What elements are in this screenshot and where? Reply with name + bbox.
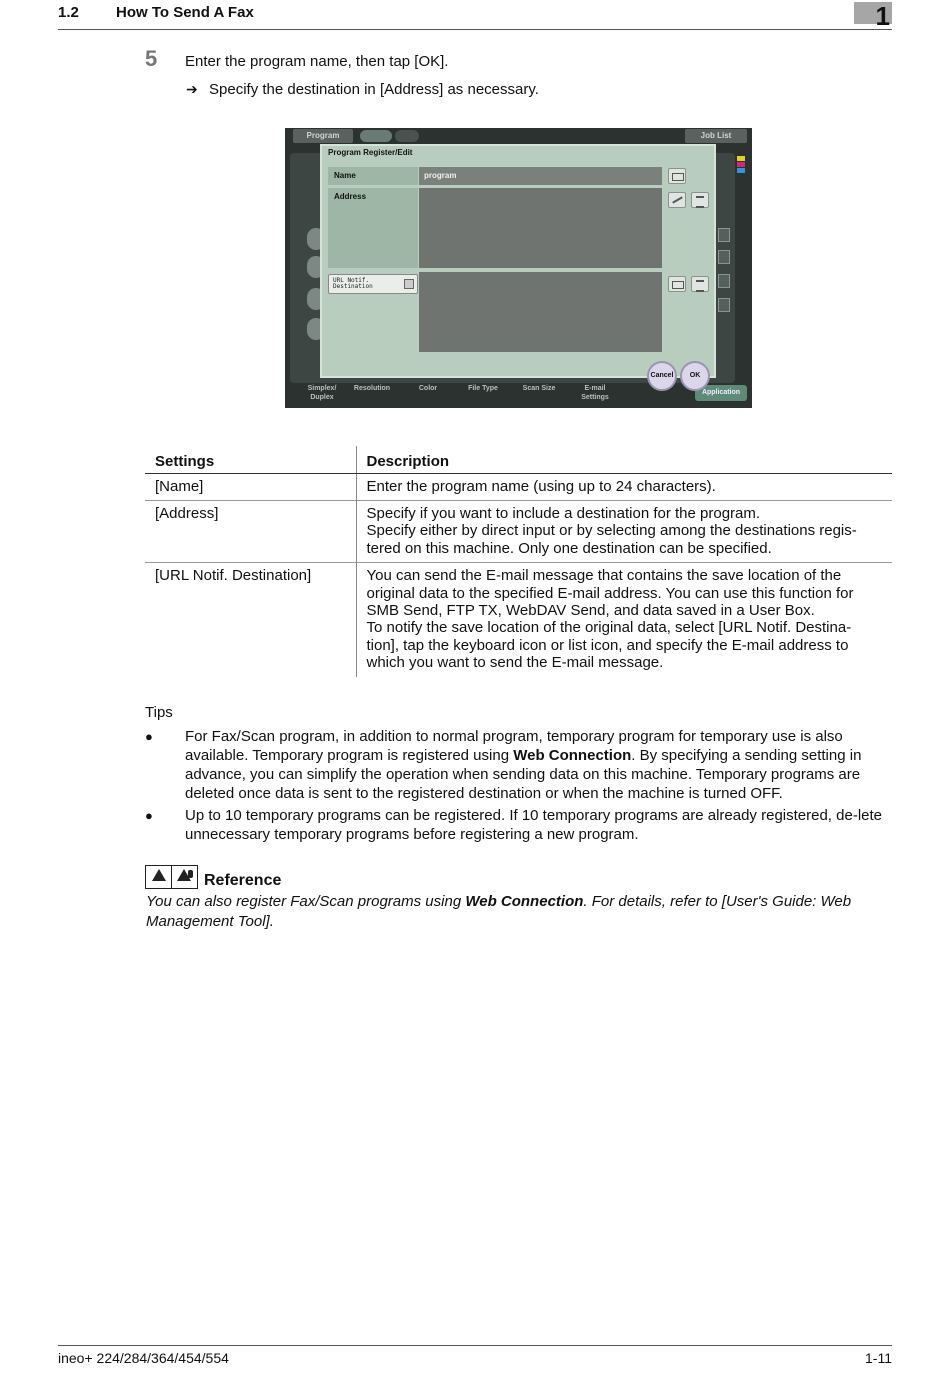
description-line: To notify the save location of the original data, select [URL Notif. Destina- — [366, 619, 852, 637]
column-header-description: Description — [356, 446, 892, 473]
name-label: Name — [328, 167, 418, 185]
tip-item: Up to 10 temporary programs can be registered. If 10 temporary programs are already registered, de-lete unnecessary temporary programs before registering a new program. — [185, 807, 883, 843]
reference-icon-right — [172, 866, 198, 888]
setting-url-notif: [URL Notif. Destination] — [145, 563, 356, 677]
tip-text: For Fax/Scan program, in addition to normal program, temporary program for temporary use is also available. Temporary program is registered using — [185, 728, 843, 764]
reference-heading: Reference — [204, 872, 282, 889]
url-destination-field[interactable] — [419, 272, 662, 352]
reference-text — [146, 892, 892, 931]
description-line: Specify either by direct input or by selecting among the destinations regis- — [366, 522, 857, 540]
tip-bold: Web Connection — [513, 747, 632, 764]
scan-mode-icon[interactable] — [395, 130, 419, 142]
section-title: How To Send A Fax — [116, 4, 254, 21]
setting-description — [356, 563, 892, 677]
back-square-button — [718, 298, 730, 312]
fax-mode-icon[interactable] — [360, 130, 392, 142]
setting-address: [Address] — [145, 500, 356, 562]
description-line: Specify if you want to include a destination for the program. — [366, 504, 761, 522]
description-line: original data to the specified E-mail address. You can use this function for — [366, 584, 854, 602]
cancel-button[interactable]: Cancel — [647, 361, 677, 391]
description-line: tion], tap the keyboard icon or list icon, and specify the E-mail address to — [366, 636, 849, 654]
step-sub-instruction: Specify the destination in [Address] as necessary. — [209, 81, 539, 98]
reference-text-part: . For details, refer to [User's Guide: Web Management Tool]. — [146, 893, 852, 930]
tab-job-list[interactable]: Job List — [685, 129, 747, 143]
toner-indicator — [737, 156, 745, 178]
back-square-button — [718, 250, 730, 264]
footer-page-number: 1-11 — [865, 1350, 892, 1366]
reference-icon-left — [146, 866, 172, 888]
address-label: Address — [328, 188, 418, 268]
arrow-icon: ➔ — [186, 81, 198, 97]
url-button-line1: URL Notif. — [333, 277, 370, 284]
back-square-button — [718, 228, 730, 242]
email-settings-label[interactable]: E-mail Settings — [581, 385, 609, 401]
setting-description — [356, 500, 892, 562]
resolution-label[interactable]: Resolution — [353, 385, 391, 392]
setting-description — [356, 473, 892, 500]
description-line: which you want to send the E-mail message. — [366, 654, 664, 672]
bullet-icon: ● — [145, 808, 153, 823]
dialog-title: Program Register/Edit — [328, 148, 413, 157]
column-header-settings: Settings — [145, 446, 356, 473]
file-type-label[interactable]: File Type — [468, 385, 498, 392]
keyboard-icon[interactable] — [668, 168, 686, 184]
reference-bold: Web Connection — [465, 893, 584, 910]
device-panel-screenshot — [285, 128, 752, 408]
application-button[interactable]: Application — [695, 385, 747, 401]
address-field[interactable] — [419, 188, 662, 268]
url-button-line2: Destination — [333, 283, 373, 290]
tips-heading: Tips — [145, 704, 173, 721]
name-field[interactable]: program — [419, 167, 662, 185]
page-footer — [58, 1345, 892, 1366]
list-icon[interactable] — [691, 192, 709, 208]
page-header — [58, 0, 892, 30]
scan-size-label[interactable]: Scan Size — [522, 385, 556, 392]
program-register-dialog — [320, 144, 716, 378]
setting-name: [Name] — [145, 473, 356, 500]
reference-icon — [145, 865, 198, 889]
table-row — [145, 563, 892, 677]
section-number: 1.2 — [58, 4, 79, 21]
description-line: tered on this machine. Only one destination can be specified. — [366, 539, 772, 557]
description-line: You can send the E-mail message that contains the save location of the — [366, 567, 842, 585]
url-notif-destination-button[interactable] — [328, 274, 418, 294]
step-number: 5 — [145, 46, 158, 71]
step-instruction: Enter the program name, then tap [OK]. — [185, 53, 449, 70]
table-row — [145, 500, 892, 562]
footer-model: ineo+ 224/284/364/454/554 — [58, 1350, 229, 1366]
description-line: Enter the program name (using up to 24 characters). — [366, 477, 716, 495]
reference-text-part: You can also register Fax/Scan programs using — [146, 893, 466, 910]
tip-item — [185, 727, 892, 803]
ok-button[interactable]: OK — [680, 361, 710, 391]
table-row — [145, 473, 892, 500]
chapter-number: 1 — [875, 1, 890, 31]
bullet-icon: ● — [145, 729, 153, 744]
list-icon[interactable] — [691, 276, 709, 292]
back-square-button — [718, 274, 730, 288]
tip-text: . By specifying a sending setting in advance, you can simplify the operation when sending data on this machine. Temporary programs are deleted once data is sent to the registered destination or when the machine is turned OFF. — [185, 747, 862, 802]
description-line: SMB Send, FTP TX, WebDAV Send, and data saved in a User Box. — [366, 601, 815, 619]
tab-program[interactable]: Program — [293, 129, 353, 143]
color-label[interactable]: Color — [418, 385, 438, 392]
chapter-tab — [854, 1, 892, 31]
direct-input-icon[interactable] — [668, 192, 686, 208]
simplex-duplex-label[interactable]: Simplex/ Duplex — [307, 385, 337, 401]
settings-table — [145, 446, 892, 677]
checkbox-icon[interactable] — [404, 279, 414, 289]
keyboard-icon[interactable] — [668, 276, 686, 292]
